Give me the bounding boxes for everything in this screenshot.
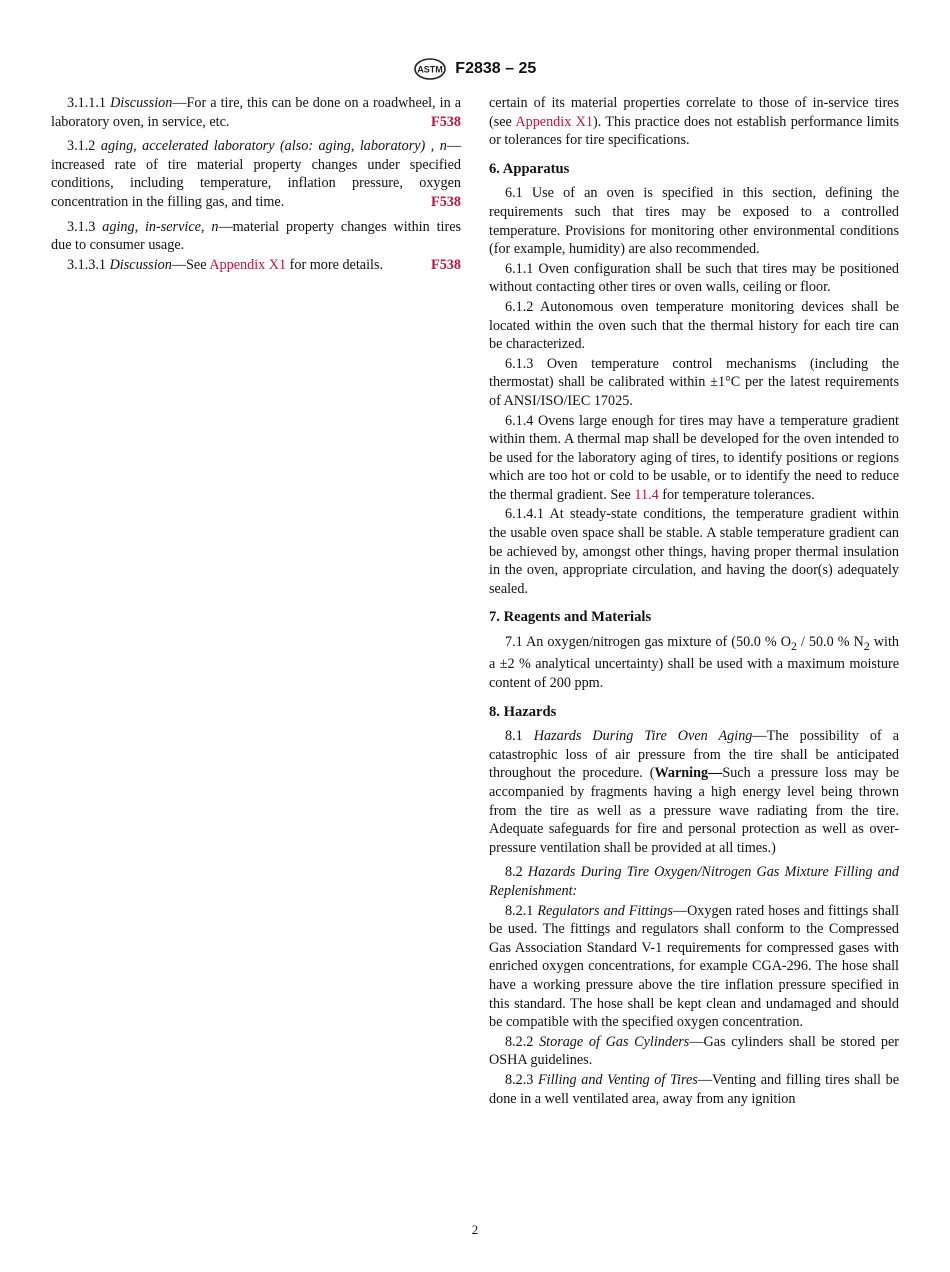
section-heading-apparatus: 6. Apparatus <box>489 160 570 177</box>
appendix-x1-link[interactable]: Appendix X1 <box>515 113 593 130</box>
section-heading-hazards: 8. Hazards <box>489 703 557 720</box>
para-6-1-4: 6.1.4 Ovens large enough for tires may have a temperature gradient within them. A thermal map shall be developed for the oven intended to be used for the laboratory aging of tires, to identify positions or regions which are too hot or cold to be usable, or to identify the need to reduce the thermal gradient. See 11.4 for temperature tolerances. <box>489 412 899 503</box>
f538-link[interactable]: F538 <box>431 256 461 273</box>
para-7-1: 7.1 An oxygen/nitrogen gas mixture of (50.0 % $O_2 / 50.0$ % $N_2$ with a ±2 % analytical uncertainty) shall be used with a maximum moisture content of 200 ppm. <box>489 634 899 692</box>
para-3-1-3: 3.1.3 aging, in-service, n—material property changes within tires due to consumer usage. <box>51 218 462 254</box>
right-column <box>489 94 899 1109</box>
para-6-1-1: 6.1.1 Oven configuration shall be such that tires may be positioned without contacting other tires or oven walls, ceiling or floor. <box>489 260 899 296</box>
para-8-2-3: 8.2.3 Filling and Venting of Tires—Venting and filling tires shall be done in a well ventilated area, away from any ignition <box>489 1071 900 1107</box>
astm-logo <box>414 58 446 80</box>
document-id: F2838 – 25 <box>455 59 537 77</box>
f538-link[interactable]: F538 <box>431 193 461 210</box>
para-3-1-1-1: 3.1.1.1 Discussion—For a tire, this can be done on a roadwheel, in a laboratory oven, in service, etc. F538 <box>51 95 462 130</box>
section-11-4-link[interactable]: 11.4 <box>634 486 659 503</box>
appendix-x1-link[interactable]: Appendix X1 <box>209 256 287 273</box>
f538-link[interactable]: F538 <box>431 113 461 130</box>
para-6-1-3: 6.1.3 Oven temperature control mechanisms (including the thermostat) shall be calibrated within ±1°C per the latest requirements of ANSI/ISO/IEC 17025. <box>489 355 899 409</box>
para-3-1-3-1: 3.1.3.1 Discussion—See Appendix X1 for more details. F538 <box>67 256 461 273</box>
para-8-2-1: 8.2.1 Regulators and Fittings—Oxygen rated hoses and fittings shall be used. The fittings and regulators shall conform to the Compressed Gas Association Standard V-1 requirements for compressed gases with enriched oxygen concentrations, for example CGA-296. The hose shall have a working pressure above the tire inflation pressure specified in this standard. The hose shall be kept clean and undamaged and should be compatible with the specified oxygen concentration. <box>489 902 900 1031</box>
para-8-2: 8.2 Hazards During Tire Oxygen/Nitrogen Gas Mixture Filling and Replenishment: <box>489 864 900 899</box>
para-8-1: 8.1 Hazards During Tire Oven Aging—The possibility of a catastrophic loss of air pressure from the tire shall be anticipated throughout the procedure. (Warning—Such a pressure loss may be accompanied by fragments having a high energy level being thrown from the tire as well as a pressure wave radiating from the tire. Adequate safeguards for fire and personal protection as well as over-pressure ventilation shall be provided at all times.) <box>489 728 899 856</box>
para-6-1-2: 6.1.2 Autonomous oven temperature monitoring devices shall be located within the oven such that the thermal history for each tire can be characterized. <box>489 298 899 353</box>
para-6-1: 6.1 Use of an oven is specified in this section, defining the requirements such that tires may be exposed to a controlled temperature. Provisions for monitoring other environmental conditions (for example, humidity) are also recommended. <box>489 185 899 258</box>
para-3-1-2: 3.1.2 aging, accelerated laboratory (also: aging, laboratory) , n—increased rate of tire material property changes under specified conditions, including temperature, inflation pressure, oxygen concentration in the filling gas, and time. F538 <box>51 138 462 210</box>
page-header <box>0 58 950 80</box>
left-column <box>51 94 461 280</box>
para-8-2-2: 8.2.2 Storage of Gas Cylinders—Gas cylinders shall be stored per OSHA guidelines. <box>489 1033 899 1069</box>
page-number: 2 <box>471 1222 479 1237</box>
section-heading-reagents: 7. Reagents and Materials <box>489 609 652 626</box>
svg-text:ASTM: ASTM <box>417 64 443 75</box>
para-6-1-4-1: 6.1.4.1 At steady-state conditions, the temperature gradient within the usable oven space shall be stable. A stable temperature gradient can be achieved by, amongst other things, having proper thermal insulation in the oven, appropriate circulation, and having the door(s) adequately sealed. <box>489 506 899 597</box>
para-continuation: certain of its material properties correlate to those of in-service tires (see Appendix X1). This practice does not establish performance limits or tolerances for tire specifications. <box>489 95 899 149</box>
